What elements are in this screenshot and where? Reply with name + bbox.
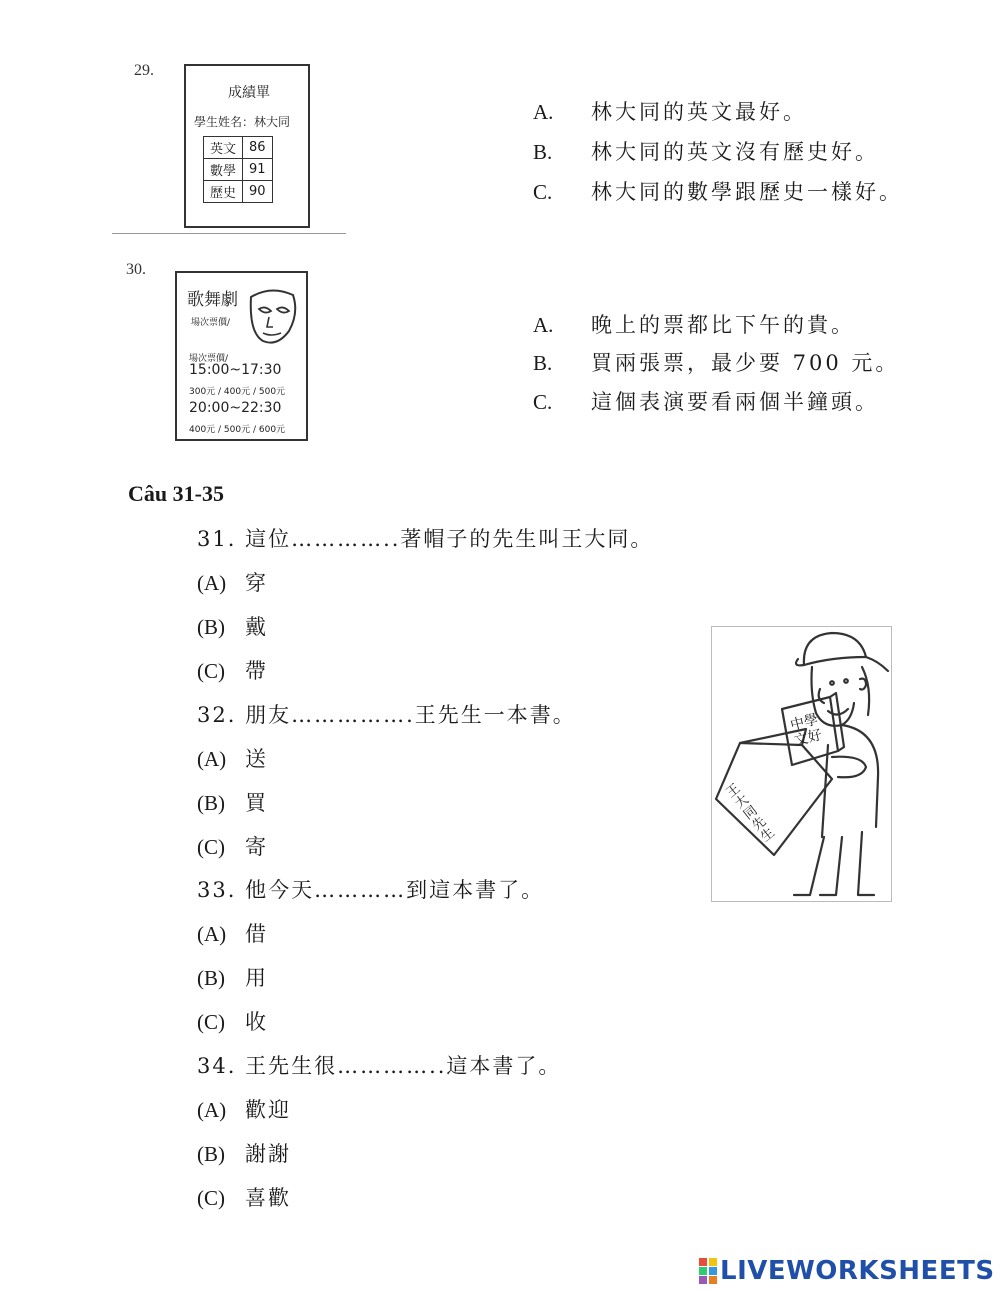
session2-prices: 400元 / 500元 / 600元 bbox=[189, 425, 286, 435]
table-row bbox=[204, 159, 273, 181]
divider bbox=[112, 233, 346, 234]
question-33-stem: 33. 他今天…………到這本書了。 bbox=[197, 878, 545, 902]
report-card-student-line: 學生姓名：林大同 bbox=[194, 115, 291, 129]
musical-poster-figure bbox=[175, 271, 308, 441]
question-29-number: 29. bbox=[134, 62, 154, 79]
option-30-c[interactable]: C. 這個表演要看兩個半鐘頭。 bbox=[533, 390, 879, 414]
option-29-a[interactable]: A. 林大同的英文最好。 bbox=[533, 100, 807, 124]
subject-cell: 英文 bbox=[204, 137, 243, 159]
option-32-a[interactable]: (A) 送 bbox=[197, 747, 268, 771]
option-34-b[interactable]: (B) 謝謝 bbox=[197, 1142, 291, 1166]
man-with-book-illustration bbox=[711, 626, 892, 902]
option-32-c[interactable]: (C) 寄 bbox=[197, 835, 268, 859]
option-33-a[interactable]: (A) 借 bbox=[197, 922, 268, 946]
mask-icon bbox=[243, 287, 301, 349]
option-29-b[interactable]: B. 林大同的英文沒有歷史好。 bbox=[533, 140, 879, 164]
poster-small-label-2: 場次票價/ bbox=[189, 354, 229, 364]
option-34-c[interactable]: (C) 喜歡 bbox=[197, 1186, 291, 1210]
option-33-b[interactable]: (B) 用 bbox=[197, 966, 268, 990]
book-cover-text: 中學文好 bbox=[788, 711, 824, 750]
option-29-c[interactable]: C. 林大同的數學跟歷史一樣好。 bbox=[533, 180, 903, 204]
score-cell: 90 bbox=[243, 181, 273, 203]
option-32-b[interactable]: (B) 買 bbox=[197, 791, 268, 815]
question-32-stem: 32. 朋友…………….王先生一本書。 bbox=[197, 703, 576, 727]
subject-cell: 數學 bbox=[204, 159, 243, 181]
man-with-hat-icon bbox=[712, 627, 892, 902]
report-card-title: 成績單 bbox=[228, 85, 270, 101]
option-31-a[interactable]: (A) 穿 bbox=[197, 571, 268, 595]
question-31-stem: 31. 這位…………..著帽子的先生叫王大同。 bbox=[197, 527, 654, 551]
brand-logo-text: LIVEWORKSHEETS bbox=[720, 1256, 995, 1286]
question-34-stem: 34. 王先生很…………..這本書了。 bbox=[197, 1054, 562, 1078]
table-row bbox=[204, 181, 273, 203]
score-cell: 91 bbox=[243, 159, 273, 181]
parcel-address-text: 王大同先生 bbox=[723, 781, 778, 846]
option-31-b[interactable]: (B) 戴 bbox=[197, 615, 268, 639]
poster-small-label-1: 場次票價/ bbox=[191, 318, 231, 328]
question-30-number: 30. bbox=[126, 261, 146, 278]
option-33-c[interactable]: (C) 收 bbox=[197, 1010, 268, 1034]
session1-time: 15:00~17:30 bbox=[189, 362, 282, 378]
option-34-a[interactable]: (A) 歡迎 bbox=[197, 1098, 291, 1122]
table-row bbox=[204, 137, 273, 159]
session2-time: 20:00~22:30 bbox=[189, 400, 282, 416]
report-card-table bbox=[203, 136, 273, 203]
section-heading: Câu 31-35 bbox=[128, 481, 224, 506]
report-card-figure bbox=[184, 64, 310, 228]
option-30-a[interactable]: A. 晚上的票都比下午的貴。 bbox=[533, 313, 855, 337]
subject-cell: 歷史 bbox=[204, 181, 243, 203]
liveworksheets-logo-icon bbox=[698, 1257, 718, 1285]
option-31-c[interactable]: (C) 帶 bbox=[197, 659, 268, 683]
session1-prices: 300元 / 400元 / 500元 bbox=[189, 387, 286, 397]
poster-title: 歌舞劇 bbox=[187, 290, 238, 310]
score-cell: 86 bbox=[243, 137, 273, 159]
option-30-b[interactable]: B. 買兩張票，最少要 700 元。 bbox=[533, 351, 900, 375]
brand-logo[interactable] bbox=[698, 1256, 995, 1286]
